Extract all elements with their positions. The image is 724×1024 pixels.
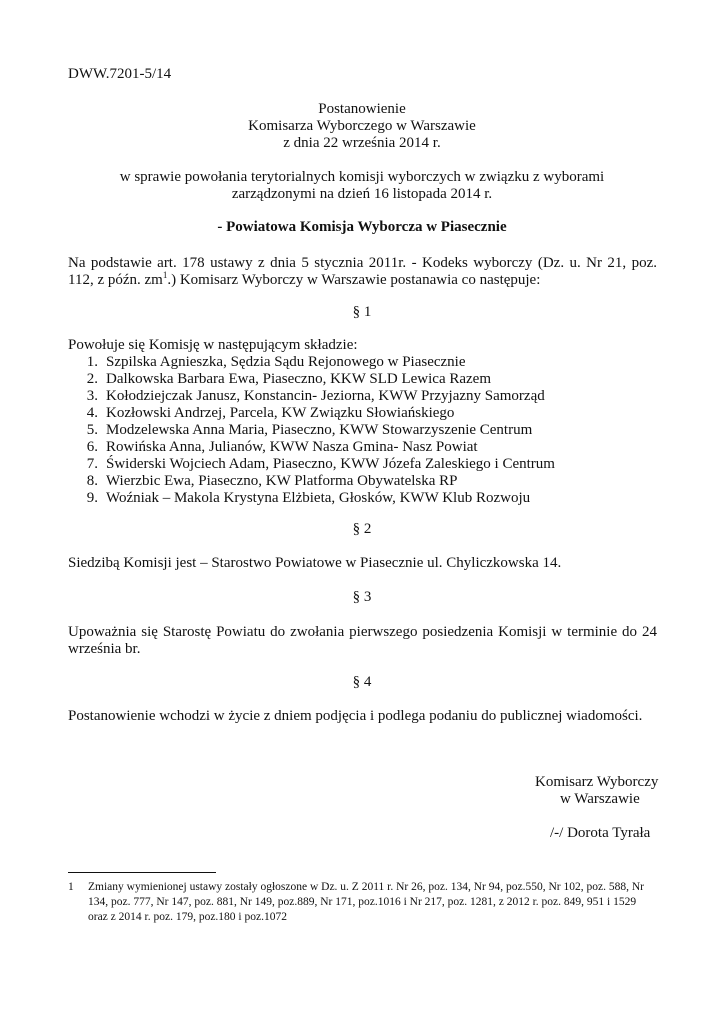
list-item: 7. Świderski Wojciech Adam, Piaseczno, KWW Józefa Zaleskiego i Centrum: [86, 456, 555, 472]
footnote-number: 1: [68, 881, 74, 893]
section-2-text: Siedzibą Komisji jest – Starostwo Powiatowe w Piasecznie ul. Chyliczkowska 14.: [68, 555, 562, 571]
list-item: 8. Wierzbic Ewa, Piaseczno, KW Platforma Obywatelska RP: [86, 473, 458, 489]
footnote: [68, 880, 658, 925]
section-4-heading: § 4: [352, 674, 372, 690]
section-1-intro: Powołuje się Komisję w następującym składzie:: [68, 337, 358, 353]
list-item: 3. Kołodziejczak Janusz, Konstancin- Jeziorna, KWW Przyjazny Samorząd: [86, 388, 545, 404]
issue-date: z dnia 22 września 2014 r.: [283, 135, 441, 151]
section-4-text: Postanowienie wchodzi w życie z dniem podjęcia i podlega podaniu do publicznej wiadomości.: [68, 708, 643, 724]
list-item: 6. Rowińska Anna, Julianów, KWW Nasza Gmina- Nasz Powiat: [86, 439, 478, 455]
list-item: 9. Woźniak – Makola Krystyna Elżbieta, Głosków, KWW Klub Rozwoju: [86, 490, 531, 506]
document-reference: DWW.7201-5/14: [68, 66, 172, 82]
document-type: Postanowienie: [318, 101, 406, 117]
issuer: Komisarza Wyborczego w Warszawie: [248, 118, 476, 134]
commission-members-list: [68, 354, 555, 507]
section-3-heading: § 3: [352, 589, 372, 605]
section-3-text: Upoważnia się Starostę Powiatu do zwołania pierwszego posiedzenia Komisji w terminie do 24 września br.: [68, 624, 657, 657]
list-item: 4. Kozłowski Andrzej, Parcela, KW Związku Słowiańskiego: [86, 405, 455, 421]
signature-location: w Warszawie: [560, 791, 640, 807]
commission-title: - Powiatowa Komisja Wyborcza w Piasecznie: [217, 219, 507, 235]
list-item: 1. Szpilska Agnieszka, Sędzia Sądu Rejonowego w Piasecznie: [86, 354, 466, 370]
section-2-heading: § 2: [352, 521, 372, 537]
list-item: 2. Dalkowska Barbara Ewa, Piaseczno, KKW SLD Lewica Razem: [86, 371, 492, 387]
section-1-heading: § 1: [352, 304, 372, 320]
signature-title: Komisarz Wyborczy: [535, 774, 659, 790]
list-item: 5. Modzelewska Anna Maria, Piaseczno, KWW Stowarzyszenie Centrum: [86, 422, 533, 438]
subject-line-1: w sprawie powołania terytorialnych komisji wyborczych w związku z wyborami: [119, 169, 605, 185]
footnote-divider: [68, 872, 216, 873]
signature-name: /-/ Dorota Tyrała: [550, 825, 651, 841]
subject-line-2: zarządzonymi na dzień 16 listopada 2014 r.: [231, 186, 493, 202]
legal-basis: [68, 255, 657, 289]
footnote-text: Zmiany wymienionej ustawy zostały ogłoszone w Dz. u. Z 2011 r. Nr 26, poz. 134, Nr 94, poz.550, Nr 102, poz. 588, Nr 134, poz. 777, Nr 147, poz. 881, Nr 149, poz.889, Nr 171, poz.1016 i Nr 217, poz. 1281, z 2012 r. poz. 849, 951 i 1529 oraz z 2014 r. poz. 179, poz.180 i poz.1072: [88, 881, 644, 923]
footnote-reference: 1: [162, 270, 168, 280]
legal-basis-text: Na podstawie art. 178 ustawy z dnia 5 stycznia 2011r. - Kodeks wyborczy (Dz. u. Nr 21, poz. 112, z późn. zm: [68, 255, 657, 288]
legal-basis-text-end: .) Komisarz Wyborczy w Warszawie postanawia co następuje:: [167, 272, 541, 288]
